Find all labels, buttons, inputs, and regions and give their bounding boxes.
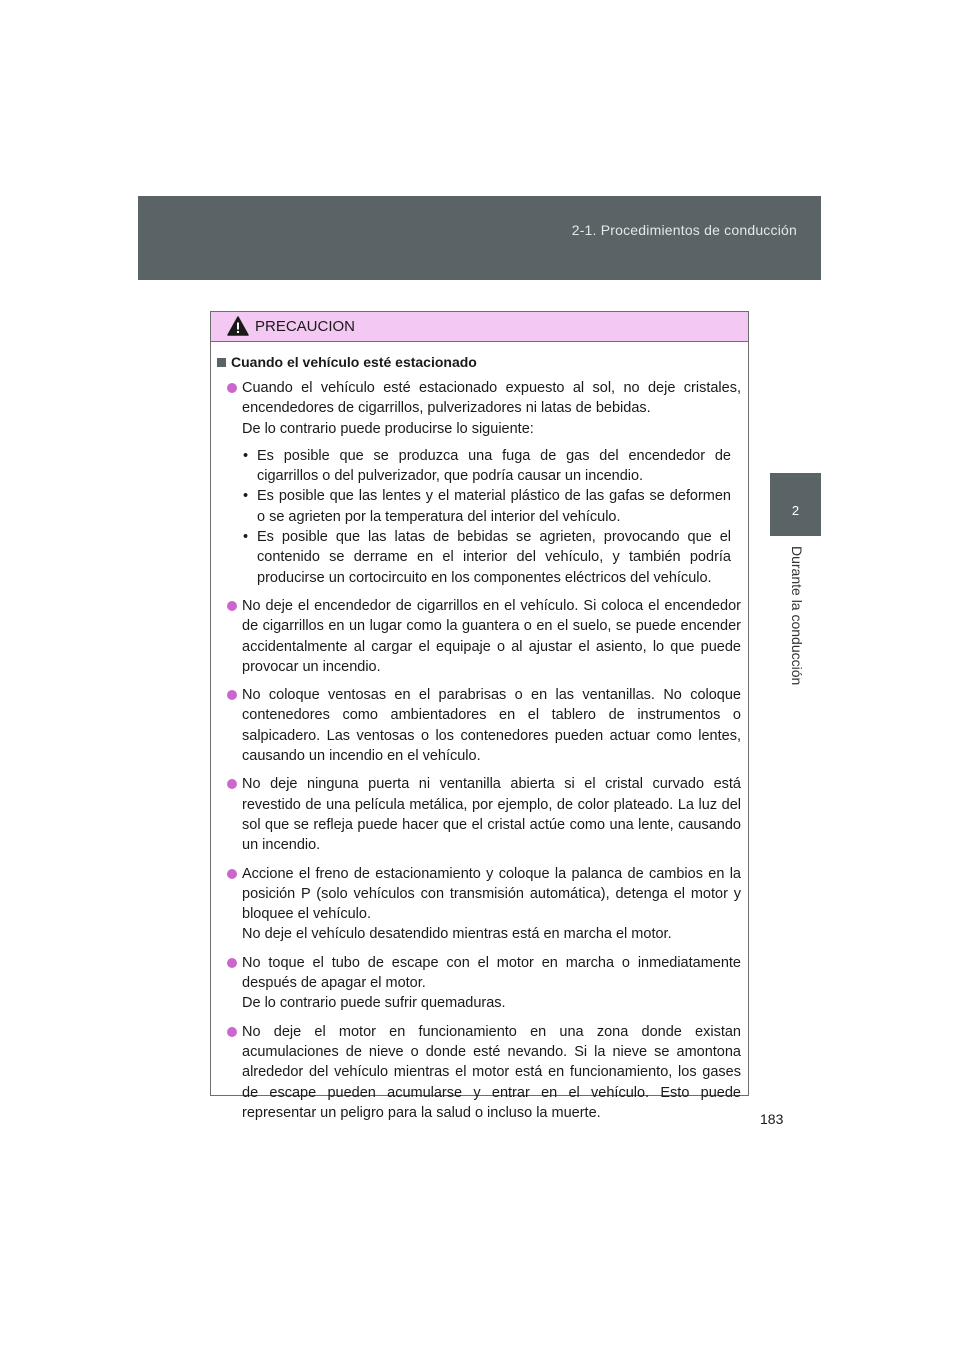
item-paragraph: De lo contrario puede producirse lo siguiente:	[242, 420, 534, 437]
item-paragraph: De lo contrario puede sufrir quemaduras.	[242, 995, 506, 1012]
item-paragraph: Accione el freno de estacionamiento y coloque la palanca de cambios en la posición P (solo vehículos con transmisión automática), detenga el motor y bloquee el vehículo.	[242, 865, 741, 923]
caution-header	[211, 312, 748, 342]
bullet-dot-icon	[227, 601, 237, 611]
bullet-dot-icon	[227, 690, 237, 700]
item-paragraph: No deje ninguna puerta ni ventanilla abierta si el cristal curvado está revestido de una película metálica, por ejemplo, de color plateado. La luz del sol que se refleja puede hacer que el cristal actúe como una lente, causando un incendio.	[242, 776, 741, 854]
caution-box	[210, 311, 749, 1121]
item-paragraph: Cuando el vehículo esté estacionado expuesto al sol, no deje cristales, encendedores de cigarrillos, pulverizadores ni latas de bebidas.	[242, 380, 741, 417]
chapter-number: 2	[791, 503, 800, 518]
caution-content	[211, 342, 748, 1123]
chapter-tab	[770, 473, 821, 536]
bullet-dot-icon	[227, 779, 237, 789]
sub-list-text: Es posible que las lentes y el material plástico de las gafas se deformen o se agrieten por la temperatura del interior del vehículo.	[257, 488, 731, 525]
header-band	[138, 196, 821, 280]
caution-item	[217, 685, 741, 766]
caution-item	[217, 378, 741, 588]
section-title: 2-1. Procedimientos de conducción	[571, 222, 797, 238]
caution-item	[217, 596, 741, 677]
bullet-dot-icon	[227, 869, 237, 879]
caution-item	[217, 864, 741, 945]
warning-triangle-icon	[227, 316, 249, 336]
caution-item	[217, 953, 741, 1014]
square-bullet-icon	[217, 358, 226, 367]
sub-list-text: Es posible que las latas de bebidas se agrieten, provocando que el contenido se derrame en el interior del vehículo, y también podría producirse un cortocircuito en los componentes eléctricos del vehículo.	[257, 529, 731, 586]
bullet-dot-icon	[227, 958, 237, 968]
item-paragraph: No toque el tubo de escape con el motor en marcha o inmediatamente después de apagar el motor.	[242, 954, 741, 992]
sub-list-item	[242, 527, 741, 588]
chapter-label: Durante la conducción	[789, 546, 805, 686]
item-paragraph: No deje el vehículo desatendido mientras está en marcha el motor.	[242, 926, 672, 943]
topic-heading-text: Cuando el vehículo esté estacionado	[231, 354, 477, 370]
sub-list-item	[242, 486, 741, 527]
bullet-dot-icon: •	[243, 488, 249, 505]
caution-item	[217, 1022, 741, 1123]
sub-list-text: Es posible que se produzca una fuga de gas del encendedor de cigarrillos o del pulverizador, que podría causar un incendio.	[257, 447, 731, 485]
bullet-dot-icon	[227, 383, 237, 393]
item-paragraph: No coloque ventosas en el parabrisas o en las ventanillas. No coloque contenedores como ambientadores en el tablero de instrumentos o salpicadero. Las ventosas o los contenedores pueden actuar como lentes, causando un incendio en el vehículo.	[242, 687, 741, 765]
caution-title: PRECAUCION	[255, 318, 356, 335]
sub-list	[242, 446, 741, 588]
bullet-dot-icon: •	[243, 447, 249, 464]
sub-list-item	[242, 446, 741, 487]
caution-item	[217, 774, 741, 855]
bullet-dot-icon	[227, 1027, 237, 1037]
bullet-dot-icon: •	[243, 529, 249, 546]
item-paragraph: No deje el motor en funcionamiento en una zona donde existan acumulaciones de nieve o donde esté nevando. Si la nieve se amontona alrededor del vehículo mientras el motor está en funcionamiento, los gases de escape pueden acumularse y entrar en el vehículo. Esto puede representar un peligro para la salud o incluso la muerte.	[242, 1023, 741, 1121]
topic-heading	[217, 352, 741, 372]
page-number: 183	[760, 1111, 784, 1127]
item-paragraph: No deje el encendedor de cigarrillos en el vehículo. Si coloca el encendedor de cigarrillos en un lugar como la guantera o en el suelo, se puede encender accidentalmente al cargar el equipaje o al ajustar el asiento, lo que puede provocar un incendio.	[242, 597, 741, 675]
